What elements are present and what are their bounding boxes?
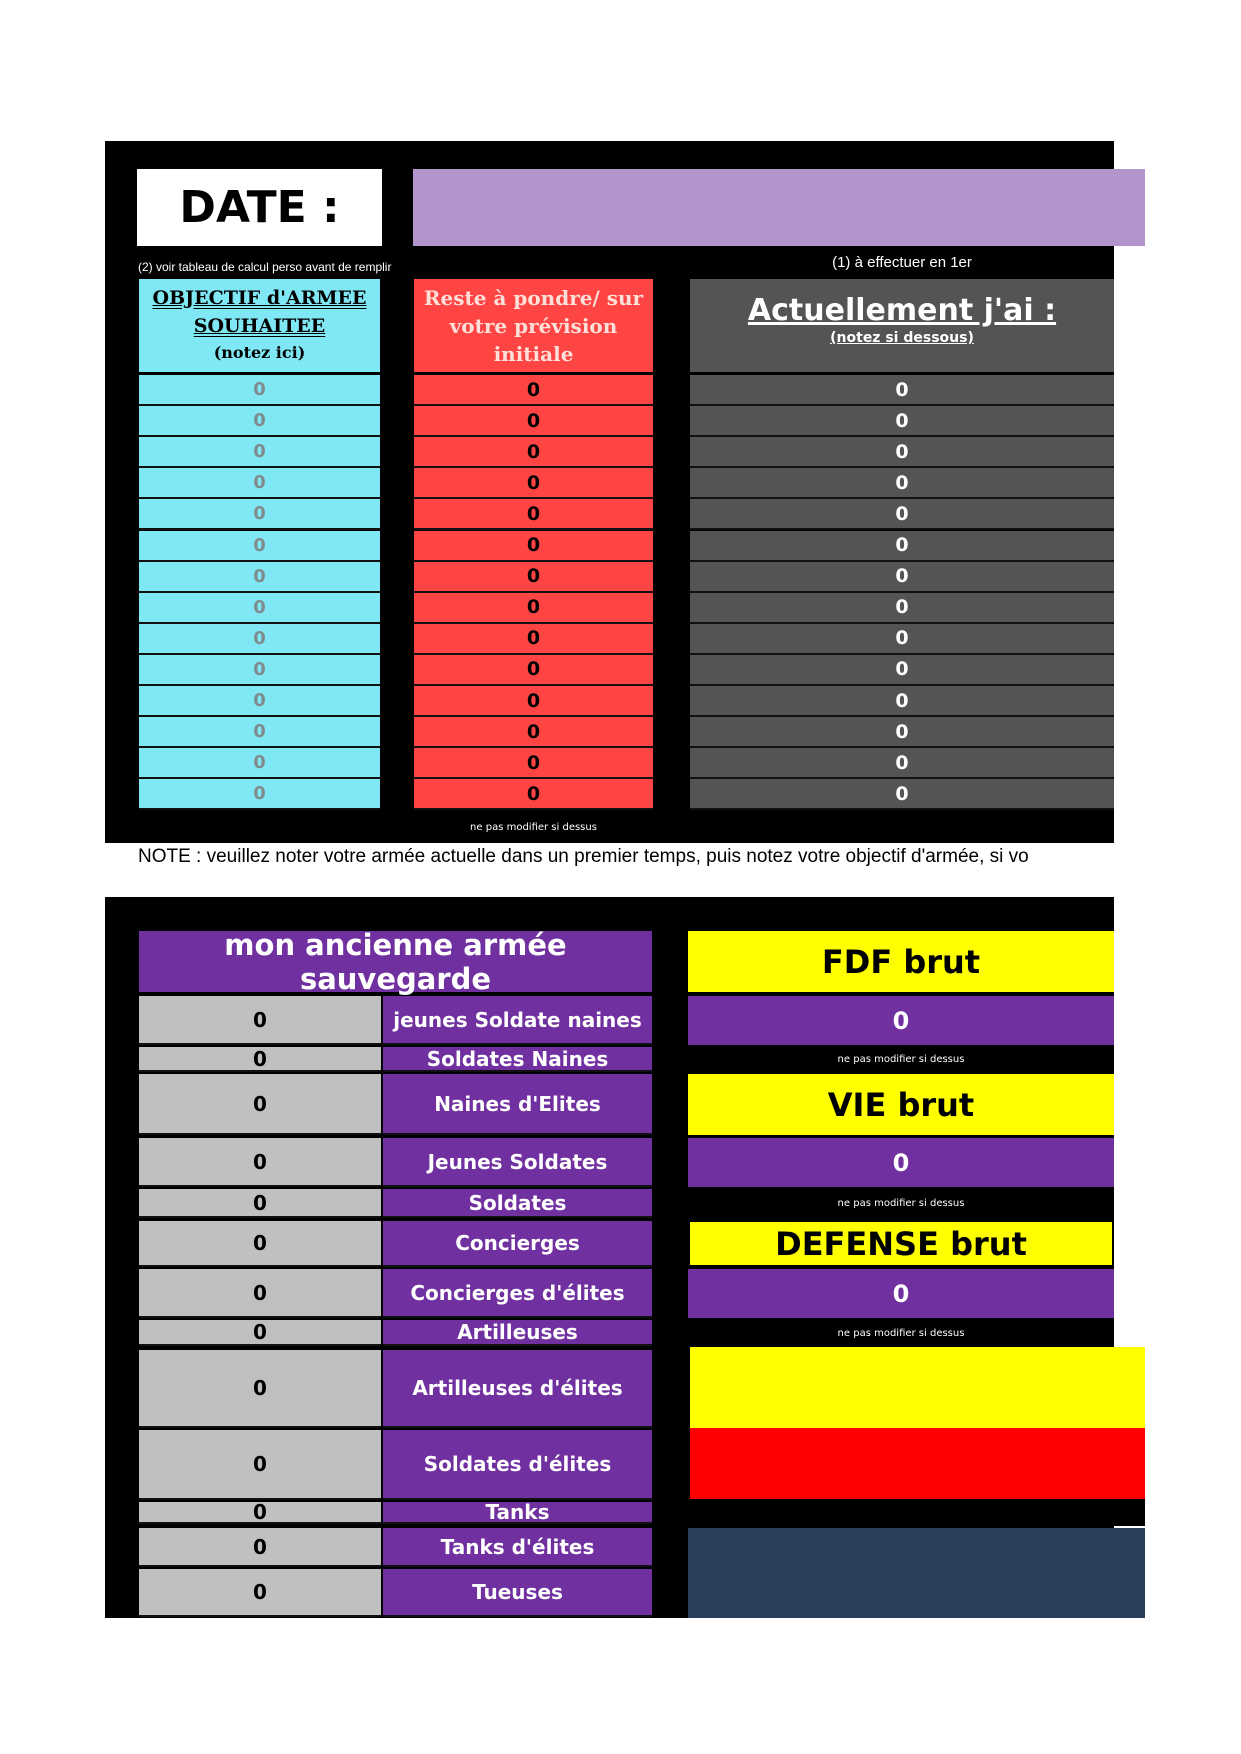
defense-header: DEFENSE brut	[688, 1220, 1114, 1267]
objective-cell[interactable]: 0	[139, 531, 380, 562]
remaining-cell: 0	[414, 748, 653, 779]
remaining-cell: 0	[414, 562, 653, 593]
objective-title-line1: OBJECTIF d'ARMEE	[152, 287, 367, 309]
navy-block	[688, 1528, 1145, 1618]
current-cell[interactable]: 0	[690, 468, 1114, 499]
remaining-cell: 0	[414, 717, 653, 748]
saved-unit-value[interactable]: 0	[139, 1430, 381, 1500]
remaining-cell: 0	[414, 437, 653, 468]
saved-unit-value[interactable]: 0	[139, 1138, 381, 1187]
remaining-cell: 0	[414, 406, 653, 437]
current-cell[interactable]: 0	[690, 531, 1114, 562]
current-title: Actuellement j'ai :	[747, 293, 1057, 328]
current-cell[interactable]: 0	[690, 375, 1114, 406]
vie-value: 0	[688, 1138, 1114, 1187]
remaining-cell: 0	[414, 779, 653, 810]
saved-unit-value[interactable]: 0	[139, 1320, 381, 1346]
fdf-note: ne pas modifier si dessus	[837, 1053, 965, 1065]
fdf-value: 0	[688, 996, 1114, 1045]
saved-unit-value[interactable]: 0	[139, 1350, 381, 1428]
objective-cell[interactable]: 0	[139, 468, 380, 499]
objective-cell[interactable]: 0	[139, 406, 380, 437]
objective-cell[interactable]: 0	[139, 375, 380, 406]
objective-title-line2: SOUHAITEE	[193, 315, 326, 337]
current-cell[interactable]: 0	[690, 717, 1114, 748]
red-block	[690, 1428, 1145, 1499]
objective-cell[interactable]: 0	[139, 779, 380, 810]
current-cell[interactable]: 0	[690, 748, 1114, 779]
saved-unit-value[interactable]: 0	[139, 1047, 381, 1072]
saved-unit-label: Artilleuses	[383, 1320, 652, 1346]
date-input[interactable]	[413, 169, 1145, 246]
current-cell[interactable]: 0	[690, 562, 1114, 593]
saved-unit-value[interactable]: 0	[139, 1502, 381, 1524]
current-cell[interactable]: 0	[690, 686, 1114, 717]
objective-cell[interactable]: 0	[139, 686, 380, 717]
saved-unit-label: Soldates	[383, 1189, 652, 1218]
remaining-cell: 0	[414, 593, 653, 624]
defense-note: ne pas modifier si dessus	[837, 1327, 965, 1339]
remaining-cell: 0	[414, 499, 653, 530]
saved-unit-label: jeunes Soldate naines	[383, 996, 652, 1045]
remaining-cell: 0	[414, 624, 653, 655]
instructions-note: NOTE : veuillez noter votre armée actuelle dans un premier temps, puis notez votre objectif d'armée, si vo	[138, 846, 1029, 867]
current-cell[interactable]: 0	[690, 655, 1114, 686]
calc-note: (2) voir tableau de calcul perso avant de remplir	[138, 260, 392, 274]
saved-unit-value[interactable]: 0	[139, 1528, 381, 1567]
remaining-cell: 0	[414, 686, 653, 717]
remaining-cell: 0	[414, 468, 653, 499]
saved-unit-label: Soldates Naines	[383, 1047, 652, 1072]
objective-cell[interactable]: 0	[139, 593, 380, 624]
current-subtitle: (notez si dessous)	[830, 330, 974, 346]
fdf-header: FDF brut	[688, 931, 1114, 992]
objective-cell[interactable]: 0	[139, 437, 380, 468]
current-cell[interactable]: 0	[690, 406, 1114, 437]
saved-unit-value[interactable]: 0	[139, 1189, 381, 1218]
saved-unit-label: Concierges d'élites	[383, 1269, 652, 1318]
saved-unit-value[interactable]: 0	[139, 1269, 381, 1318]
first-step-note: (1) à effectuer en 1er	[832, 253, 972, 271]
black-strip	[653, 1499, 1145, 1526]
objective-cell[interactable]: 0	[139, 717, 380, 748]
objective-header	[139, 279, 380, 372]
saved-unit-label: Concierges	[383, 1221, 652, 1267]
saved-unit-label: Naines d'Elites	[383, 1074, 652, 1135]
objective-cell[interactable]: 0	[139, 562, 380, 593]
remaining-cell: 0	[414, 531, 653, 562]
date-label: DATE :	[137, 169, 382, 246]
remaining-header: Reste à pondre/ sur votre prévision initiale	[414, 279, 653, 372]
saved-unit-label: Tueuses	[383, 1569, 652, 1617]
current-cell[interactable]: 0	[690, 593, 1114, 624]
current-cell[interactable]: 0	[690, 779, 1114, 810]
saved-unit-label: Artilleuses d'élites	[383, 1350, 652, 1428]
objective-cell[interactable]: 0	[139, 499, 380, 530]
objective-cell[interactable]: 0	[139, 748, 380, 779]
do-not-modify-note: ne pas modifier si dessus	[470, 821, 597, 833]
defense-value: 0	[688, 1269, 1114, 1318]
current-header	[690, 279, 1114, 372]
saved-unit-value[interactable]: 0	[139, 1569, 381, 1617]
remaining-cell: 0	[414, 655, 653, 686]
current-cell[interactable]: 0	[690, 437, 1114, 468]
saved-unit-label: Tanks	[383, 1502, 652, 1524]
saved-unit-value[interactable]: 0	[139, 996, 381, 1045]
saved-unit-label: Soldates d'élites	[383, 1430, 652, 1500]
vie-note: ne pas modifier si dessus	[837, 1197, 965, 1209]
objective-cell[interactable]: 0	[139, 655, 380, 686]
saved-unit-label: Tanks d'élites	[383, 1528, 652, 1567]
saved-unit-value[interactable]: 0	[139, 1074, 381, 1135]
objective-subtitle: (notez ici)	[213, 343, 306, 362]
current-cell[interactable]: 0	[690, 499, 1114, 530]
current-cell[interactable]: 0	[690, 624, 1114, 655]
objective-cell[interactable]: 0	[139, 624, 380, 655]
saved-unit-label: Jeunes Soldates	[383, 1138, 652, 1187]
remaining-cell: 0	[414, 375, 653, 406]
saved-unit-value[interactable]: 0	[139, 1221, 381, 1267]
saved-army-title: mon ancienne armée sauvegarde	[139, 931, 652, 992]
vie-header: VIE brut	[688, 1074, 1114, 1135]
yellow-block	[690, 1347, 1145, 1428]
